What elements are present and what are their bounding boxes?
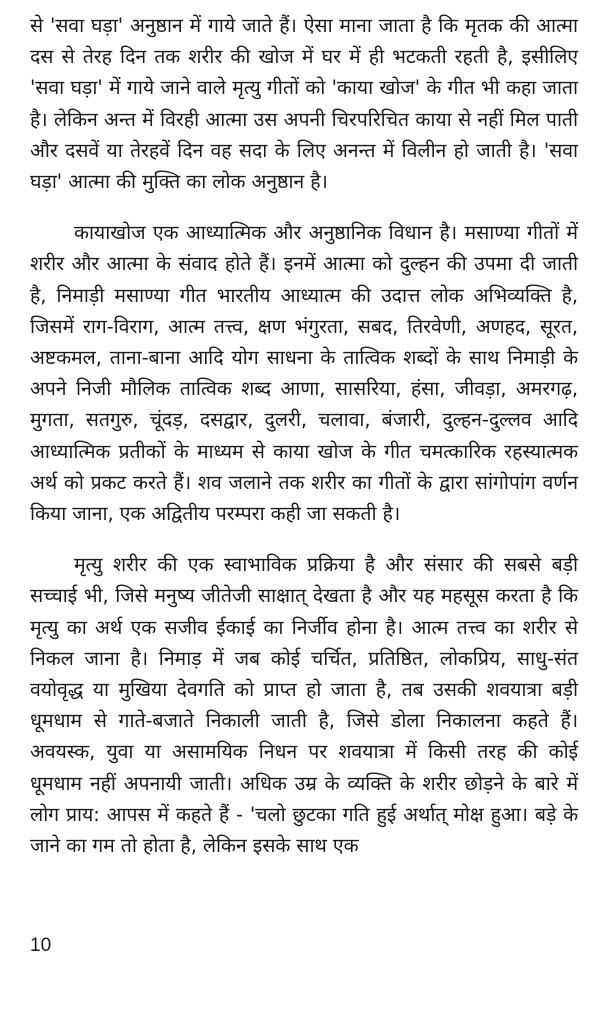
paragraph-3: मृत्यु शरीर की एक स्वाभाविक प्रक्रिया है और संसार की सबसे बड़ी सच्चाई भी, जिसे मनुष्य जीतेजी साक्षात् देखता है और यह महसूस करता है कि मृत्यु का अर्थ एक सजीव ईकाई का निर्जीव होना है। आत्म तत्त्व का शरीर से निकल जाना है। निमाड़ में जब कोई चर्चित, प्रतिष्ठित, लोकप्रिय, साधु-संत वयोवृद्ध या मुखिया देवगति को प्राप्त हो जाता है, तब उसकी शवयात्रा बड़ी धूमधाम से गाते-बजाते निकाली जाती है, जिसे डोला निकालना कहते हैं। अवयस्क, युवा या असामयिक निधन पर शवयात्रा में किसी तरह की कोई धूमधाम नहीं अपनायी जाती। अधिक उम्र के व्यक्ति के शरीर छोड़ने के बारे में लोग प्राय: आपस में कहते हैं - 'चलो छुटका गति हुई अर्थात् मोक्ष हुआ। बड़े के जाने का गम तो होता है, लेकिन इसके साथ एक bbox=[30, 553, 578, 858]
page-number: 10 bbox=[30, 935, 52, 956]
paragraph-1: से 'सवा घड़ा' अनुष्ठान में गाये जाते हैं। ऐसा माना जाता है कि मृतक की आत्मा दस से तेरह दिन तक शरीर की खोज में घर में ही भटकती रहती है, इसीलिए 'सवा घड़ा' में गाये जाने वाले मृत्यु गीतों को 'काया खोज' के गीत भी कहा जाता है। लेकिन अन्त में विरही आत्मा उस अपनी चिरपरिचित काया से नहीं मिल पाती और दसवें या तेरहवें दिन वह सदा के लिए अनन्त में विलीन हो जाती है। 'सवा घड़ा' आत्मा की मुक्ति का लोक अनुष्ठान है। bbox=[30, 14, 578, 194]
body-text bbox=[30, 10, 578, 861]
paragraph-2: कायाखोज एक आध्यात्मिक और अनुष्ठानिक विधान है। मसाण्या गीतों में शरीर और आत्मा के संवाद होते हैं। इनमें आत्मा को दुल्हन की उपमा दी जाती है, निमाड़ी मसाण्या गीत भारतीय आध्यात्म की उदात्त लोक अभिव्यक्ति है, जिसमें राग-विराग, आत्म तत्त्व, क्षण भंगुरता, सबद, तिरवेणी, अणहद, सूरत, अष्टकमल, ताना-बाना आदि योग साधना के तात्विक शब्दों के साथ निमाड़ी के अपने निजी मौलिक तात्विक शब्द आणा, सासरिया, हंसा, जीवड़ा, अमरगढ़, मुगता, सतगुरु, चूंदड़, दसद्वार, दुलरी, चलावा, बंजारी, दुल्हन-दुल्लव आदि आध्यात्मिक प्रतीकों के माध्यम से काया खोज के गीत चमत्कारिक रहस्यात्मक अर्थ को प्रकट करते हैं। शव जलाने तक शरीर का गीतों के द्वारा सांगोपांग वर्णन किया जाना, एक अद्वितीय परम्परा कही जा सकती है। bbox=[30, 221, 578, 526]
